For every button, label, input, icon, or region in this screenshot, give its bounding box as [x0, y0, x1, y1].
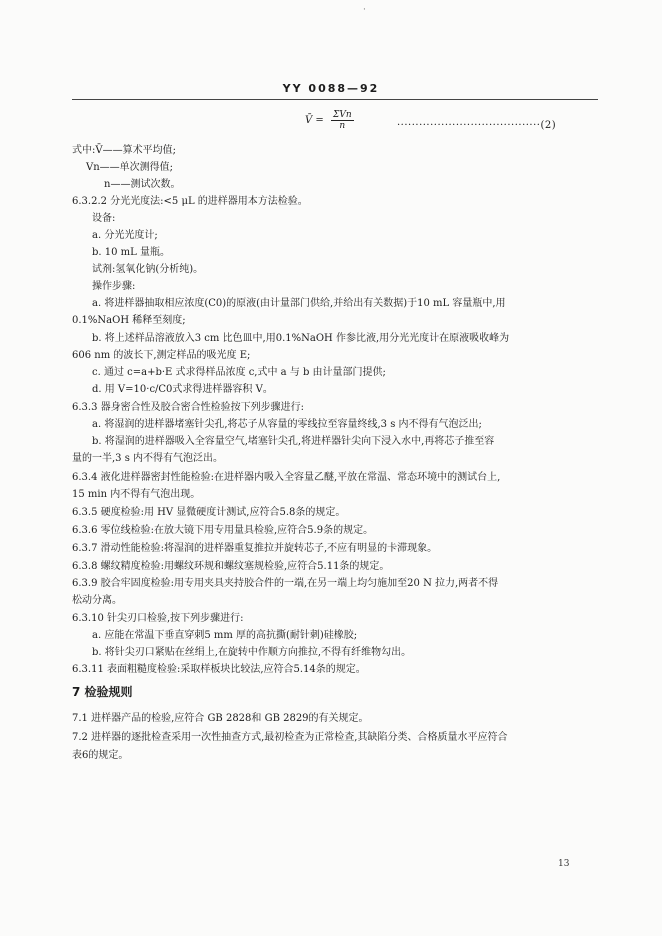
- formula-denominator: n: [339, 121, 346, 131]
- clause-continued: 15 min 内不得有气泡出现。: [72, 489, 201, 500]
- list-item: c. 通过 c=a+b·E 式求得样品浓度 c,式中 a 与 b 由计量部门提供;: [92, 367, 386, 378]
- procedure-label: 操作步骤:: [92, 281, 136, 292]
- clause-6-3-7: 6.3.7 滑动性能检验:将湿润的进样器重复推拉并旋转芯子,不应有明显的卡滞现象。: [72, 543, 438, 554]
- list-item-continued: 量的一半,3 s 内不得有气泡泛出。: [72, 453, 224, 464]
- clause-6-3-9: 6.3.9 胶合牢固度检验:用专用夹具夹持胶合件的一端,在另一端上均匀施加至20 N 拉力,两者不得: [72, 578, 499, 589]
- formula-number: ·······································(2): [397, 120, 557, 131]
- header-rule: [72, 99, 598, 100]
- where-single-line: Vn——单次测得值;: [86, 162, 174, 173]
- clause-6-3-2-2: 6.3.2.2 分光光度法:<5 μL 的进样器用本方法检验。: [72, 196, 308, 207]
- formula-fraction: [331, 110, 354, 131]
- list-item-continued: 0.1%NaOH 稀释至刻度;: [72, 315, 186, 326]
- equipment-label: 设备:: [92, 213, 116, 224]
- list-item: a. 应能在常温下垂直穿刺5 mm 厚的高抗撕(耐针刺)硅橡胶;: [92, 630, 358, 641]
- list-item: b. 10 mL 量瓶。: [92, 247, 170, 258]
- clause-6-3-10: 6.3.10 针尖刃口检验,按下列步骤进行:: [72, 613, 244, 624]
- clause-6-3-6: 6.3.6 零位线检验:在放大镜下用专用量具检验,应符合5.9条的规定。: [72, 525, 374, 536]
- list-item: a. 分光光度计;: [92, 230, 158, 241]
- clause-6-3-5: 6.3.5 硬度检验:用 HV 显微硬度计测试,应符合5.8条的规定。: [72, 507, 346, 518]
- clause-6-3-11: 6.3.11 表面粗糙度检验:采取样板块比较法,应符合5.14条的规定。: [72, 664, 366, 675]
- standard-code-header: YY 0088—92: [282, 82, 380, 95]
- list-item: d. 用 V=10·c/C0式求得进样器容积 V。: [92, 384, 273, 395]
- formula-numerator: ΣVn: [332, 110, 352, 120]
- clause-7-1: 7.1 进样器产品的检验,应符合 GB 2828和 GB 2829的有关规定。: [72, 713, 369, 724]
- reagent-line: 试剂:氢氧化钠(分析纯)。: [92, 264, 204, 275]
- clause-6-3-3: 6.3.3 器身密合性及胶合密合性检验按下列步骤进行:: [72, 402, 304, 413]
- list-item: a. 将进样器抽取相应浓度(C0)的原液(由计量部门供给,并给出有关数据)于10 mL 容量瓶中,用: [92, 298, 506, 309]
- formula-mean: [305, 110, 354, 131]
- list-item: a. 将湿润的进样器堵塞针尖孔,将芯子从容量的零线拉至容量终线,3 s 内不得有气泡泛出;: [92, 419, 482, 430]
- clause-continued: 表6的规定。: [72, 750, 129, 761]
- where-n-line: n——测试次数。: [104, 179, 181, 190]
- scan-speck: ·: [363, 5, 366, 15]
- clause-continued: 松动分离。: [72, 595, 122, 606]
- list-item: b. 将针尖刃口紧贴在丝绢上,在旋转中作顺方向推拉,不得有纤维物勾出。: [92, 647, 412, 658]
- formula-lhs: V̄ =: [305, 115, 324, 126]
- clause-7-2: 7.2 进样器的逐批检查采用一次性抽查方式,最初检查为正常检查,其缺陷分类、合格质量水平应符合: [72, 732, 508, 743]
- page-number: 13: [558, 859, 570, 869]
- clause-6-3-4: 6.3.4 液化进样器密封性能检验:在进样器内吸入全容量乙醚,平放在常温、常态环境中的测试台上,: [72, 472, 501, 483]
- list-item-continued: 606 nm 的波长下,测定样品的吸光度 E;: [72, 350, 251, 361]
- where-mean-line: 式中:V̄——算术平均值;: [72, 145, 176, 156]
- list-item: b. 将上述样品溶液放入3 cm 比色皿中,用0.1%NaOH 作参比液,用分光光度计在原液吸收峰为: [92, 333, 510, 344]
- section-7-heading: 7 检验规则: [72, 685, 133, 699]
- clause-6-3-8: 6.3.8 螺纹精度检验:用螺纹环规和螺纹塞规检验,应符合5.11条的规定。: [72, 561, 390, 572]
- list-item: b. 将湿润的进样器吸入全容量空气,堵塞针尖孔,将进样器针尖向下浸入水中,再将芯子推至容: [92, 436, 495, 447]
